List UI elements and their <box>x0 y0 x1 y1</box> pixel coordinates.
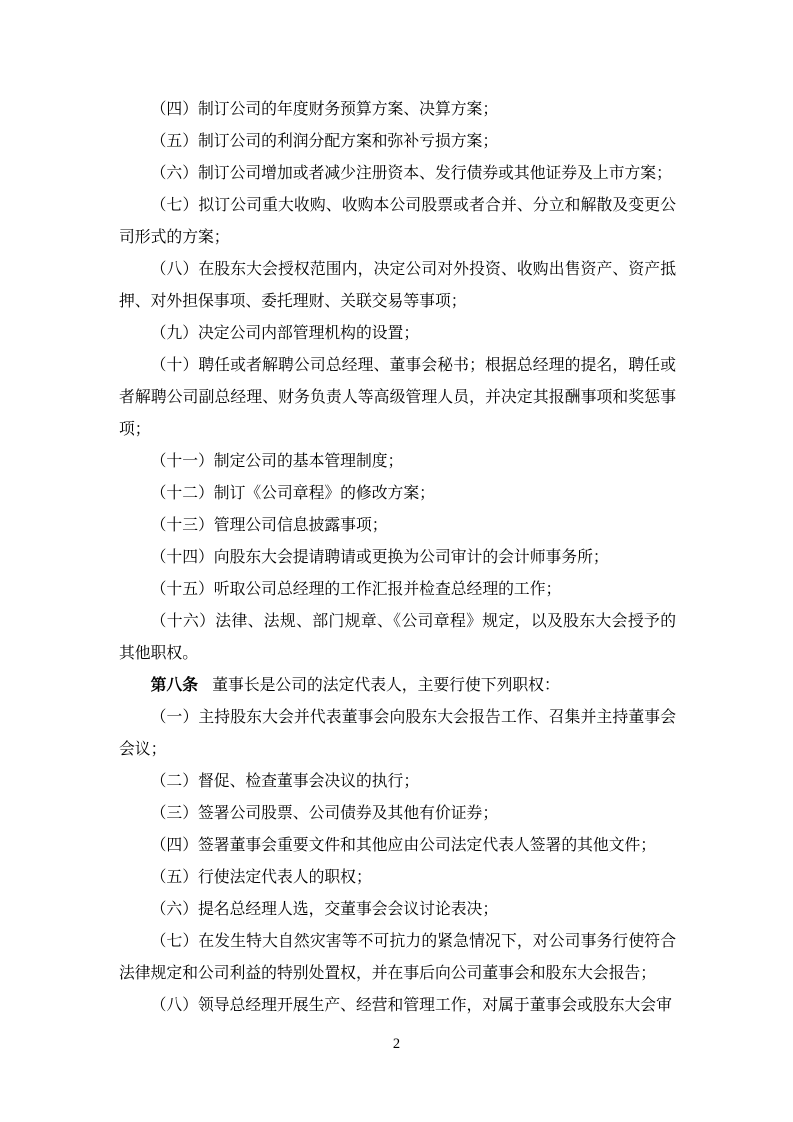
clause-14: （十四）向股东大会提请聘请或更换为公司审计的会计师事务所； <box>150 549 609 566</box>
article8-clause-6: （六）提名总经理人选，交董事会会议讨论表决； <box>150 901 499 918</box>
article8-clause-2: （二）督促、检查董事会决议的执行； <box>150 773 420 790</box>
article8-clause-8: （八）领导总经理开展生产、经营和管理工作，对属于董事会或股东大会审 <box>150 997 672 1014</box>
clause-10: （十）聘任或者解聘公司总经理、董事会秘书；根据总经理的提名，聘任或者解聘公司副总经理、财务负责人等高级管理人员，并决定其报酬事项和奖惩事项； <box>119 357 676 438</box>
article8-clause-3: （三）签署公司股票、公司债券及其他有价证券； <box>150 805 499 822</box>
clause-8: （八）在股东大会授权范围内，决定公司对外投资、收购出售资产、资产抵押、对外担保事项、委托理财、关联交易等事项； <box>119 261 676 310</box>
article8-clause-5: （五）行使法定代表人的职权； <box>150 869 372 886</box>
article-8-number: 第八条 <box>150 677 198 694</box>
article8-clause-1: （一）主持股东大会并代表董事会向股东大会报告工作、召集并主持董事会会议； <box>119 709 676 758</box>
clause-7: （七）拟订公司重大收购、收购本公司股票或者合并、分立和解散及变更公司形式的方案； <box>119 197 676 246</box>
article-8-heading <box>119 670 676 702</box>
clause-6: （六）制订公司增加或者减少注册资本、发行债券或其他证券及上市方案； <box>150 165 672 182</box>
clause-9: （九）决定公司内部管理机构的设置； <box>150 325 420 342</box>
clause-15: （十五）听取公司总经理的工作汇报并检查总经理的工作； <box>150 581 562 598</box>
article-8-text: 董事长是公司的法定代表人，主要行使下列职权： <box>212 677 560 694</box>
clause-13: （十三）管理公司信息披露事项； <box>150 517 388 534</box>
clause-12: （十二）制订《公司章程》的修改方案； <box>150 485 435 502</box>
document-body <box>119 94 676 1022</box>
article8-clause-4: （四）签署董事会重要文件和其他应由公司法定代表人签署的其他文件； <box>150 837 657 854</box>
clause-16: （十六）法律、法规、部门规章、《公司章程》规定，以及股东大会授予的其他职权。 <box>119 613 676 662</box>
page-number: 2 <box>392 1036 401 1052</box>
article8-clause-7: （七）在发生特大自然灾害等不可抗力的紧急情况下，对公司事务行使符合法律规定和公司利益的特别处置权，并在事后向公司董事会和股东大会报告； <box>119 933 676 982</box>
clause-4: （四）制订公司的年度财务预算方案、决算方案； <box>150 101 499 118</box>
clause-11: （十一）制定公司的基本管理制度； <box>150 453 404 470</box>
clause-5: （五）制订公司的利润分配方案和弥补亏损方案； <box>150 133 499 150</box>
